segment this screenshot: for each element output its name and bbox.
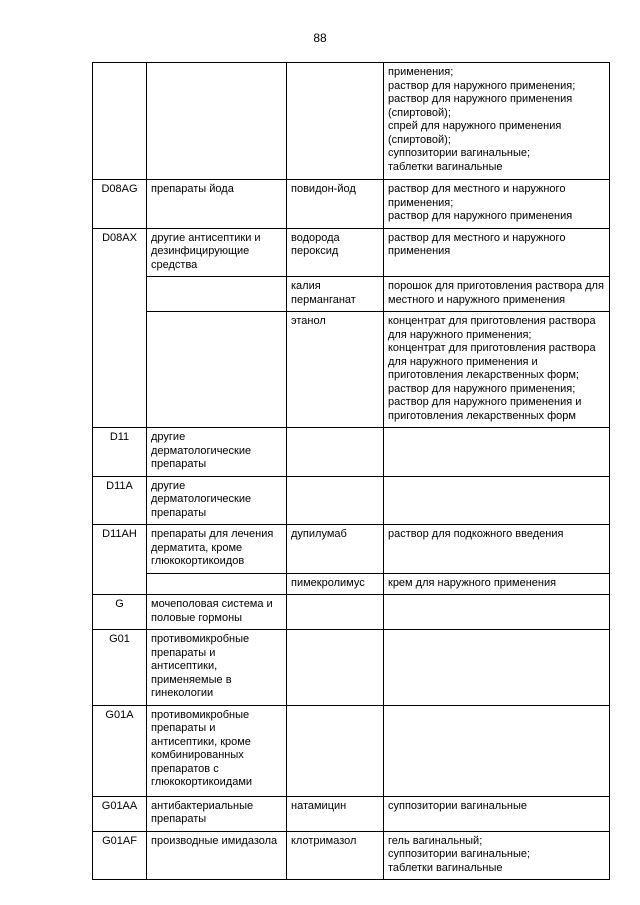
drug-name-cell: калия перманганат [287, 277, 384, 312]
atc-group-cell: производные имидазола [147, 831, 287, 880]
atc-code-cell: G [93, 595, 147, 630]
atc-group-cell [147, 63, 287, 180]
atc-group-cell: другие дерматологические препараты [147, 428, 287, 477]
atc-group-cell: мочеполовая система и половые гормоны [147, 595, 287, 630]
drug-name-cell: клотримазол [287, 831, 384, 880]
table-row [93, 312, 610, 428]
dosage-form-cell: крем для наружного применения [384, 573, 610, 595]
table-row [93, 525, 610, 574]
atc-code-cell: D08AG [93, 180, 147, 229]
drug-name-cell [287, 595, 384, 630]
dosage-form-cell: раствор для подкожного введения [384, 525, 610, 574]
dosage-form-cell: концентрат для приготовления раствора для наружного применения; концентрат для приготовления раствора для наружного применения и приготовления лекарственных форм; раствор для наружного применения; раствор для наружного применения и приготовления лекарственных форм [384, 312, 610, 428]
drug-name-cell: повидон-йод [287, 180, 384, 229]
table-row [93, 595, 610, 630]
atc-group-cell: противомикробные препараты и антисептики, кроме комбинированных препаратов с глюкокортикоидами [147, 705, 287, 796]
atc-code-cell: G01A [93, 705, 147, 796]
atc-group-cell: противомикробные препараты и антисептики, применяемые в гинекологии [147, 630, 287, 706]
drug-name-cell: пимекролимус [287, 573, 384, 595]
atc-group-cell: препараты йода [147, 180, 287, 229]
table-row [93, 476, 610, 525]
drug-name-cell: натамицин [287, 796, 384, 831]
atc-group-cell: антибактериальные препараты [147, 796, 287, 831]
drug-table [92, 62, 610, 880]
dosage-form-cell: порошок для приготовления раствора для местного и наружного применения [384, 277, 610, 312]
table-row [93, 831, 610, 880]
table-row [93, 428, 610, 477]
drug-name-cell: водорода пероксид [287, 228, 384, 277]
table-row [93, 180, 610, 229]
dosage-form-cell: гель вагинальный; суппозитории вагинальные; таблетки вагинальные [384, 831, 610, 880]
atc-code-cell: D08AX [93, 228, 147, 428]
atc-code-cell: D11A [93, 476, 147, 525]
page-number: 88 [313, 31, 327, 45]
table-row [93, 228, 610, 277]
table-row [93, 796, 610, 831]
dosage-form-cell: применения; раствор для наружного применения; раствор для наружного применения (спиртовой); спрей для наружного применения (спиртовой); суппозитории вагинальные; таблетки вагинальные [384, 63, 610, 180]
atc-group-cell [147, 277, 287, 312]
drug-name-cell [287, 63, 384, 180]
atc-code-cell: D11 [93, 428, 147, 477]
table-row [93, 277, 610, 312]
atc-code-cell: G01AA [93, 796, 147, 831]
atc-group-cell: препараты для лечения дерматита, кроме глюкокортикоидов [147, 525, 287, 574]
drug-name-cell: дупилумаб [287, 525, 384, 574]
table-row [93, 573, 610, 595]
dosage-form-cell [384, 595, 610, 630]
drug-name-cell [287, 630, 384, 706]
drug-name-cell [287, 705, 384, 796]
dosage-form-cell [384, 476, 610, 525]
atc-group-cell: другие дерматологические препараты [147, 476, 287, 525]
atc-group-cell [147, 312, 287, 428]
atc-code-cell [93, 63, 147, 180]
atc-code-cell: G01 [93, 630, 147, 706]
table-row [93, 63, 610, 180]
table-row [93, 630, 610, 706]
table-row [93, 705, 610, 796]
atc-group-cell [147, 573, 287, 595]
dosage-form-cell: раствор для местного и наружного применения; раствор для наружного применения [384, 180, 610, 229]
drug-name-cell [287, 476, 384, 525]
dosage-form-cell [384, 428, 610, 477]
dosage-form-cell: раствор для местного и наружного применения [384, 228, 610, 277]
drug-name-cell [287, 428, 384, 477]
dosage-form-cell [384, 705, 610, 796]
drug-name-cell: этанол [287, 312, 384, 428]
dosage-form-cell: суппозитории вагинальные [384, 796, 610, 831]
atc-group-cell: другие антисептики и дезинфицирующие средства [147, 228, 287, 277]
atc-code-cell: G01AF [93, 831, 147, 880]
dosage-form-cell [384, 630, 610, 706]
atc-code-cell: D11AH [93, 525, 147, 595]
